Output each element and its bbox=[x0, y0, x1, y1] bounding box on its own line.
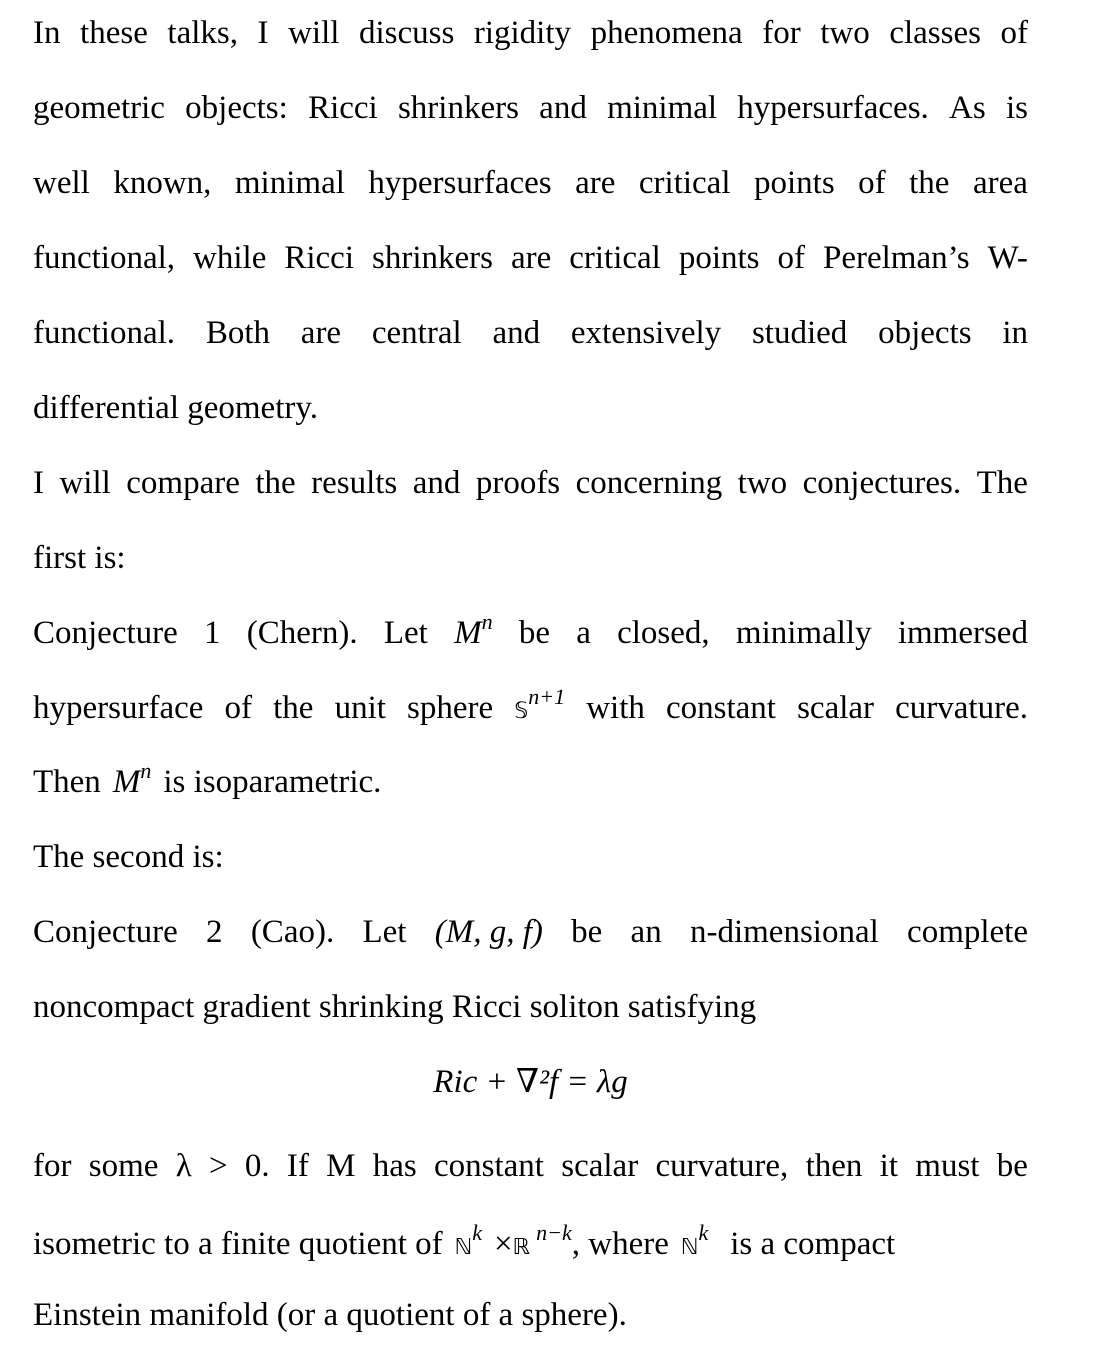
word: and bbox=[492, 315, 541, 351]
math-blackboard-N: ℕ bbox=[454, 1235, 473, 1260]
math-sup-n: n bbox=[481, 609, 493, 634]
word: constant bbox=[434, 1148, 544, 1184]
word: λ bbox=[175, 1148, 192, 1184]
word: be bbox=[996, 1148, 1028, 1184]
math-sup-n-plus-1: n+1 bbox=[528, 684, 566, 709]
conjecture2-line6: Einstein manifold (or a quotient of a sphere). bbox=[33, 1297, 627, 1333]
word: talks, bbox=[167, 15, 238, 51]
word: and bbox=[412, 465, 461, 501]
word: of bbox=[777, 240, 805, 276]
conjecture2-word: Let bbox=[362, 914, 407, 950]
conjecture2-line1 bbox=[33, 910, 1028, 954]
word: area bbox=[972, 165, 1028, 201]
conjecture2-line2: noncompact gradient shrinking Ricci soliton satisfying bbox=[33, 989, 757, 1025]
conjecture1-math-sphere bbox=[514, 686, 565, 730]
word: are bbox=[300, 315, 342, 351]
math-blackboard-R: ℝ bbox=[512, 1235, 531, 1260]
word: studied bbox=[751, 315, 848, 351]
word: it bbox=[879, 1148, 899, 1184]
paragraph1-line6: differential geometry. bbox=[33, 390, 318, 426]
word: critical bbox=[638, 165, 731, 201]
soliton-equation: Ric + ∇²f = λg bbox=[433, 1064, 628, 1100]
word: these bbox=[80, 15, 148, 51]
math-times: × bbox=[494, 1226, 513, 1262]
word: some bbox=[88, 1148, 159, 1184]
word: results bbox=[311, 465, 398, 501]
word: for bbox=[33, 1148, 72, 1184]
conjecture2-word: be bbox=[571, 914, 603, 950]
word: hypersurfaces. bbox=[737, 90, 929, 126]
conjecture1-word: Conjecture bbox=[33, 615, 178, 651]
word: I bbox=[33, 465, 44, 501]
word: well bbox=[33, 165, 90, 201]
word: the bbox=[255, 465, 296, 501]
word: conjectures. bbox=[802, 465, 962, 501]
word: I bbox=[257, 15, 269, 51]
word: proofs bbox=[475, 465, 561, 501]
word: As bbox=[949, 90, 986, 126]
paragraph1-line5 bbox=[33, 311, 1028, 355]
word: Perelman’s bbox=[822, 240, 970, 276]
word: extensively bbox=[570, 315, 722, 351]
conjecture1-word: minimally bbox=[735, 615, 872, 651]
word: 0. bbox=[244, 1148, 270, 1184]
math-sup-n: n bbox=[140, 758, 152, 783]
word: shrinkers bbox=[397, 90, 519, 126]
conjecture2-line4 bbox=[33, 1144, 1028, 1188]
word: W- bbox=[987, 240, 1028, 276]
word: geometric bbox=[33, 90, 165, 126]
conjecture1-line2 bbox=[33, 686, 1028, 730]
paragraph2-line1 bbox=[33, 461, 1028, 505]
word: hypersurfaces bbox=[368, 165, 552, 201]
conjecture1-word: immersed bbox=[897, 615, 1028, 651]
paragraph1-line4 bbox=[33, 236, 1028, 280]
conjecture1-word: a bbox=[576, 615, 591, 651]
conjecture1-word: hypersurface bbox=[33, 690, 204, 726]
word: rigidity bbox=[473, 15, 572, 51]
conjecture2-line5 bbox=[33, 1222, 1028, 1266]
word: in bbox=[1002, 315, 1028, 351]
word: are bbox=[575, 165, 616, 201]
word: while bbox=[193, 240, 267, 276]
word: compare bbox=[126, 465, 240, 501]
paragraph2-line2: first is: bbox=[33, 540, 126, 576]
word: concerning bbox=[575, 465, 723, 501]
conjecture2-word: Conjecture bbox=[33, 914, 178, 950]
conjecture2-word: complete bbox=[907, 914, 1028, 950]
conjecture2-word: 2 bbox=[206, 914, 223, 950]
conjecture1-word: the bbox=[273, 690, 314, 726]
conjecture1-word: closed, bbox=[617, 615, 710, 651]
math-sup-k: k bbox=[472, 1220, 483, 1245]
word: known, bbox=[113, 165, 212, 201]
paragraph1-line1 bbox=[33, 11, 1028, 55]
word: must bbox=[915, 1148, 980, 1184]
word: Both bbox=[205, 315, 271, 351]
word: shrinkers bbox=[371, 240, 493, 276]
word: and bbox=[539, 90, 587, 126]
conjecture2-text: isometric to a finite quotient of bbox=[33, 1226, 443, 1262]
math-M: M bbox=[454, 615, 482, 651]
word: of bbox=[858, 165, 886, 201]
conjecture1-line1 bbox=[33, 611, 1028, 655]
word: will bbox=[59, 465, 111, 501]
word: for bbox=[762, 15, 801, 51]
word: two bbox=[737, 465, 788, 501]
math-sup-k: k bbox=[698, 1220, 709, 1245]
word: curvature, bbox=[655, 1148, 789, 1184]
conjecture1-word: unit bbox=[334, 690, 386, 726]
conjecture2-word: an bbox=[630, 914, 662, 950]
word: critical bbox=[569, 240, 661, 276]
word: If bbox=[286, 1148, 309, 1184]
conjecture1-word: curvature. bbox=[895, 690, 1028, 726]
word: minimal bbox=[234, 165, 345, 201]
word: Ricci bbox=[284, 240, 354, 276]
conjecture1-word: constant bbox=[665, 690, 776, 726]
word: Ricci bbox=[308, 90, 378, 126]
conjecture2-text: is a compact bbox=[730, 1226, 896, 1262]
word: will bbox=[288, 15, 340, 51]
word: objects: bbox=[185, 90, 288, 126]
word: are bbox=[510, 240, 552, 276]
second-intro: The second is: bbox=[33, 839, 224, 875]
word: functional, bbox=[33, 240, 176, 276]
math-blackboard-N: ℕ bbox=[680, 1235, 699, 1260]
math-M: M bbox=[112, 764, 141, 800]
word: central bbox=[371, 315, 462, 351]
conjecture1-word: of bbox=[224, 690, 253, 726]
word: points bbox=[678, 240, 760, 276]
conjecture1-then: Then bbox=[33, 764, 101, 800]
conjecture1-math-Mn bbox=[454, 611, 493, 655]
paragraph1-line3 bbox=[33, 161, 1028, 205]
word: has bbox=[372, 1148, 417, 1184]
word: phenomena bbox=[590, 15, 743, 51]
conjecture1-word: sphere bbox=[407, 690, 494, 726]
conjecture1-line3 bbox=[33, 760, 1028, 804]
word: points bbox=[753, 165, 835, 201]
word: objects bbox=[878, 315, 972, 351]
word: M bbox=[326, 1148, 356, 1184]
conjecture1-word: be bbox=[518, 615, 550, 651]
word: then bbox=[805, 1148, 863, 1184]
word: The bbox=[976, 465, 1028, 501]
math-triple-Mgf: (M, g, f) bbox=[434, 914, 543, 950]
conjecture1-word: (Chern). bbox=[246, 615, 358, 651]
word: classes bbox=[889, 15, 981, 51]
conjecture1-word: scalar bbox=[797, 690, 875, 726]
paragraph1-line2 bbox=[33, 86, 1028, 130]
word: discuss bbox=[358, 15, 455, 51]
word: scalar bbox=[561, 1148, 639, 1184]
word: the bbox=[909, 165, 950, 201]
conjecture1-word: with bbox=[586, 690, 645, 726]
conjecture1-conclusion: is isoparametric. bbox=[163, 764, 382, 800]
word: In bbox=[33, 15, 61, 51]
word: two bbox=[820, 15, 870, 51]
word: > bbox=[208, 1148, 228, 1184]
word: is bbox=[1005, 90, 1028, 126]
math-blackboard-S: 𝕊 bbox=[514, 699, 529, 724]
word: minimal bbox=[607, 90, 718, 126]
conjecture1-word: Let bbox=[383, 615, 428, 651]
math-sup-n-minus-k: n−k bbox=[536, 1220, 572, 1245]
conjecture1-word: 1 bbox=[204, 615, 221, 651]
word: of bbox=[1000, 15, 1028, 51]
conjecture2-word: n-dimensional bbox=[689, 914, 879, 950]
conjecture2-text: , where bbox=[571, 1226, 669, 1262]
conjecture2-word: (Cao). bbox=[250, 914, 335, 950]
word: functional. bbox=[33, 315, 176, 351]
